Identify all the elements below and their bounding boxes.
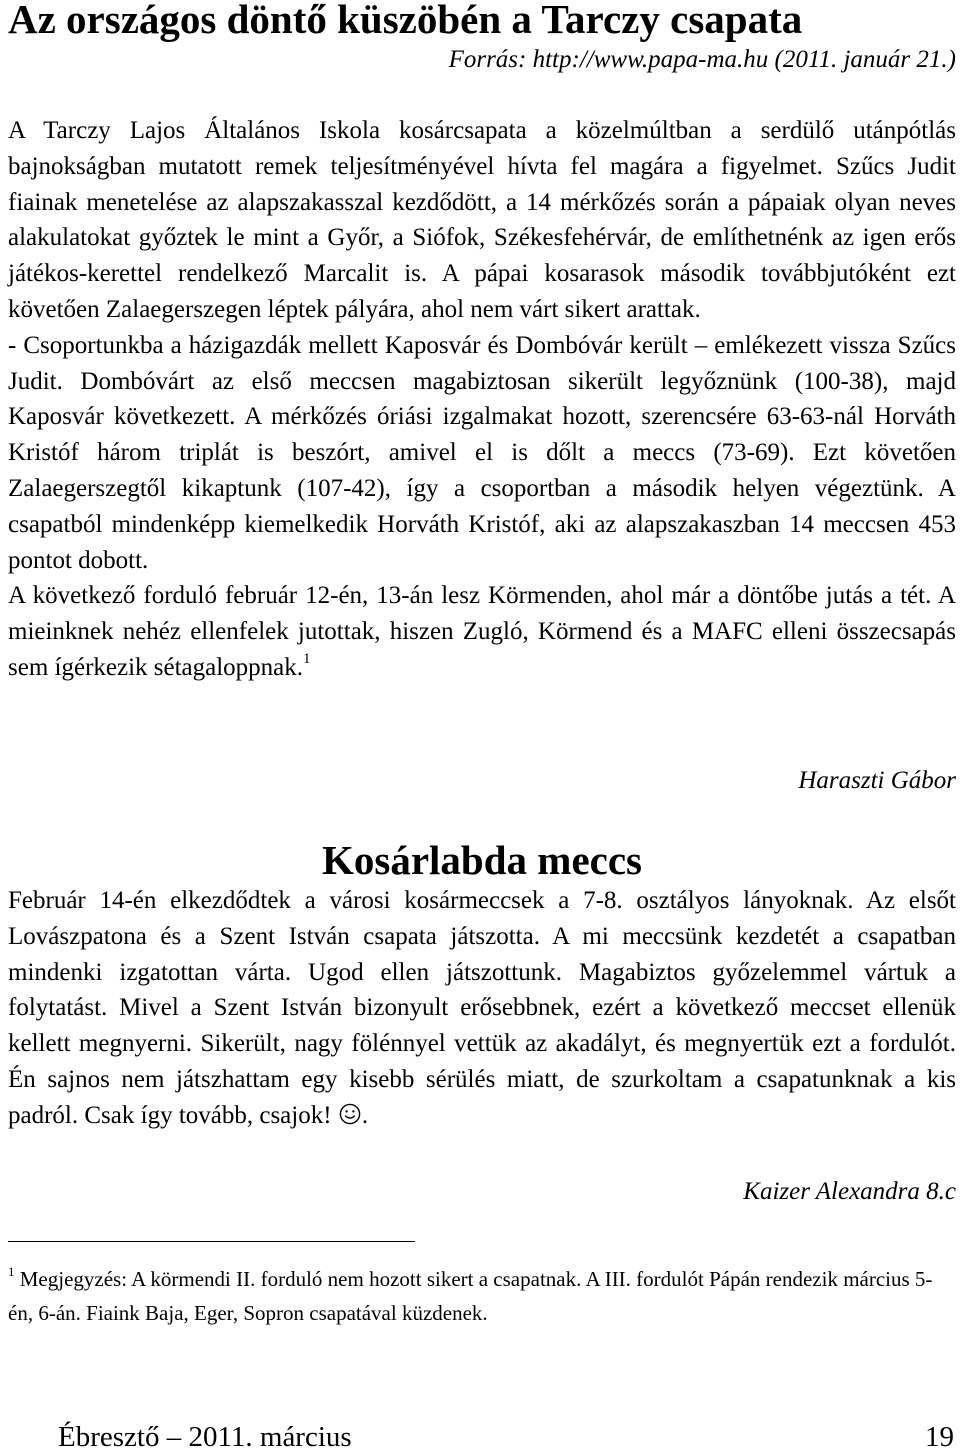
footnote-number: 1 (8, 1264, 15, 1279)
section-title: Kosárlabda meccs (322, 837, 642, 883)
footnote-divider (8, 1241, 415, 1242)
smiley-icon (339, 1100, 361, 1136)
article-body (8, 113, 956, 686)
document-page (8, 0, 956, 1456)
footnote (8, 1262, 956, 1330)
article-author: Haraszti Gábor (798, 767, 956, 794)
section-paragraph (8, 883, 956, 1136)
footnote-reference[interactable]: 1 (303, 650, 311, 667)
article-paragraph: - Csoportunkba a házigazdák mellett Kaposvár és Dombóvár került – emlékezett vissza Szűcs Judit. Dombóvárt az első meccsen magabiztosan sikerült legyőznünk (100-38), majd Kaposvár következett. A mérkőzés óriási izgalmakat hozott, szerencsére 63-63-nál Horváth Kristóf három triplát is beszórt, amivel el is dőlt a meccs (73-69). Ezt követően Zalaegerszegtől kikaptunk (107-42), így a csoportban a második helyen végeztünk. A csapatból mindenképp kiemelkedik Horváth Kristóf, aki az alapszakaszban 14 meccsen 453 pontot dobott. (8, 331, 956, 574)
section-paragraph-end: . (361, 1101, 369, 1129)
article-title: Az országos döntő küszöbén a Tarczy csapata (8, 0, 803, 42)
section-body (8, 883, 956, 1136)
footnote-text: Megjegyzés: A körmendi II. forduló nem hozott sikert a csapatnak. A III. fordulót Pápán rendezik március 5-én, 6-án. Fiaink Baja, Eger, Sopron csapatával küzdenek. (8, 1267, 933, 1325)
article-paragraph (8, 578, 956, 685)
page-number: 19 (925, 1421, 954, 1453)
section-paragraph-text: Február 14-én elkezdődtek a városi kosármeccsek a 7-8. osztályos lányoknak. Az elsőt Lovászpatona és a Szent István csapata játszotta. A mi meccsünk kezdetét a csapatban mindenki izgatottan várta. Ugod ellen játszottunk. Magabiztos győzelemmel vártuk a folytatást. Mivel a Szent István bizonyult erősebbnek, ezért a következő meccset ellenük kellett megnyerni. Sikerült, nagy fölénnyel vettük az akadályt, és megnyertük ezt a fordulót. Én sajnos nem játszhattam egy kisebb sérülés miatt, de szurkoltam a csapatunknak a kis padról. Csak így tovább, csajok! (8, 887, 956, 1129)
article-paragraph-text: A következő forduló február 12-én, 13-án lesz Körmenden, ahol már a döntőbe jutás a tét. A mieinknek nehéz ellenfelek jutottak, hiszen Zugló, Körmend és a MAFC elleni összecsapás sem ígérkezik sétagaloppnak. (8, 582, 956, 681)
footer-publication: Ébresztő – 2011. március (58, 1421, 352, 1453)
article-paragraph: A Tarczy Lajos Általános Iskola kosárcsapata a közelmúltban a serdülő utánpótlás bajnokságban mutatott remek teljesítményével hívta fel magára a figyelmet. Szűcs Judit fiainak menetelése az alapszakasszal kezdődött, a 14 mérkőzés során a pápaiak olyan neves alakulatokat győztek le mint a Győr, a Siófok, Székesfehérvár, de említhetnénk az igen erős játékos-kerettel rendelkező Marcalit is. A pápai kosarasok második továbbjutóként ezt követően Zalaegerszegen léptek pályára, ahol nem várt sikert arattak. (8, 117, 956, 323)
footnote-text-block (8, 1262, 956, 1330)
article-source: Forrás: http://www.papa-ma.hu (2011. január 21.) (448, 46, 956, 73)
section-author: Kaizer Alexandra 8.c (743, 1178, 956, 1205)
